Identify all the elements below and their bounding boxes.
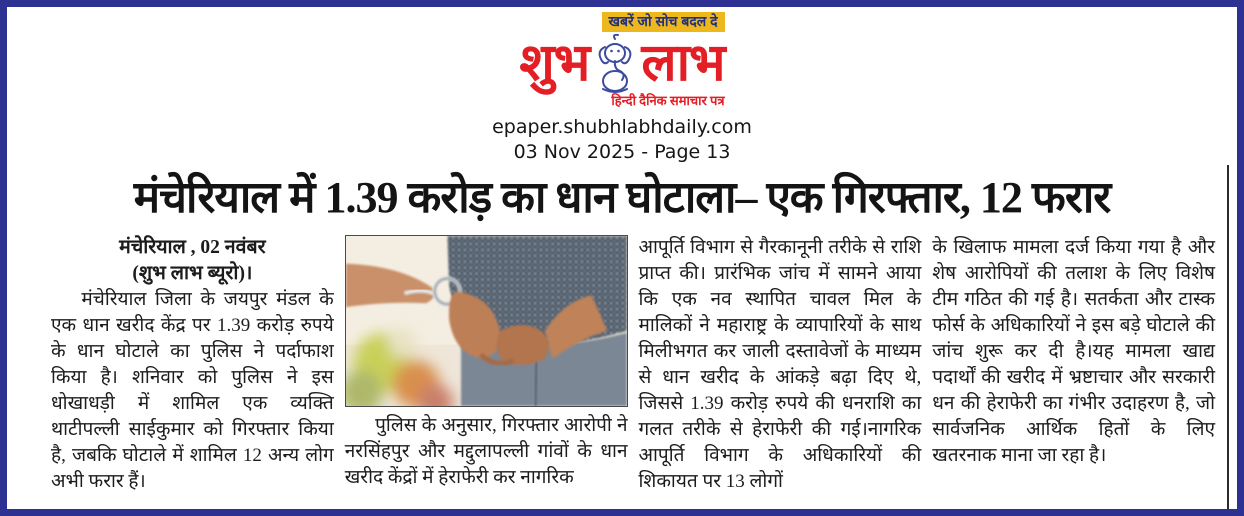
logo-tagline: खबरें जो सोच बदल दे [602, 12, 725, 32]
paragraph: पुलिस के अनुसार, गिरफ्तार आरोपी ने नरसिंहपुर और मद्दुलापल्ली गांवों के धान खरीद केंद्रों में हेराफेरी कर नागरिक [344, 415, 628, 489]
article-column-1 [51, 235, 334, 495]
logo-title-row [519, 33, 724, 95]
column-rule [1227, 165, 1229, 509]
dateline-place: मंचेरियाल , 02 नवंबर [119, 237, 266, 259]
logo-title-right: लाभ [641, 35, 725, 93]
dateline-bureau: (शुभ लाभ ब्यूरो)। [132, 263, 253, 285]
article-headline: मंचेरियाल में 1.39 करोड़ का धान घोटाला– एक गिरफ्तार, 12 फरार [133, 173, 1111, 223]
article-column-3 [639, 235, 922, 495]
logo-title-left: शुभ [519, 35, 590, 93]
masthead [7, 7, 1237, 164]
article-column-4 [932, 235, 1215, 495]
logo-subtitle: हिन्दी दैनिक समाचार पत्र [611, 93, 725, 109]
epaper-meta [492, 115, 752, 164]
paragraph: मंचेरियाल जिला के जयपुर मंडल के एक धान खरीद केंद्र पर 1.39 करोड़ रुपये के धान घोटाले का पुलिस ने पर्दाफाश किया है। शनिवार को पुलिस ने इस धोखाधड़ी में शामिल एक व्यक्ति थाटीपल्ली साईकुमार को गिरफ्तार किया है, जबकि घोटाले में शामिल 12 अन्य लोग अभी फरार हैं। [51, 289, 334, 493]
date-page-label: 03 Nov 2025 - Page 13 [513, 140, 731, 163]
arrest-photo [345, 235, 628, 407]
paragraph: आपूर्ति विभाग से गैरकानूनी तरीके से राशि प्राप्त की। प्रारंभिक जांच में सामने आया कि एक नव स्थापित चावल मिल के मालिकों ने महाराष्ट्र के व्यापारियों के साथ मिलीभगत कर जाली दस्तावेजों के माध्यम से धान खरीद के आंकड़े बढ़ा दिए थे, जिससे 1.39 करोड़ रुपये की धनराशि का गलत तरीके से हेराफेरी की गई।नागरिक आपूर्ति विभाग के अधिकारियों की शिकायत पर 13 लोगों [638, 237, 922, 493]
paragraph: के खिलाफ मामला दर्ज किया गया है और शेष आरोपियों की तलाश के लिए विशेष टीम गठित की गई है। सतर्कता और टास्क फोर्स के अधिकारियों ने इस बड़े घोटाले की जांच शुरू कर दी है।यह मामला खाद्य पदार्थों की खरीद में भ्रष्टाचार और सरकारी धन की हेराफेरी का गंभीर उदाहरण है, जो सार्वजनिक आर्थिक हितों के लिए खतरनाक माना जा रहा है। [932, 237, 1215, 467]
newspaper-logo [519, 12, 724, 109]
article-body [7, 233, 1237, 495]
article-column-2 [345, 235, 628, 495]
ganesh-icon [593, 33, 637, 95]
website-url: epaper.shubhlabhdaily.com [492, 115, 752, 138]
